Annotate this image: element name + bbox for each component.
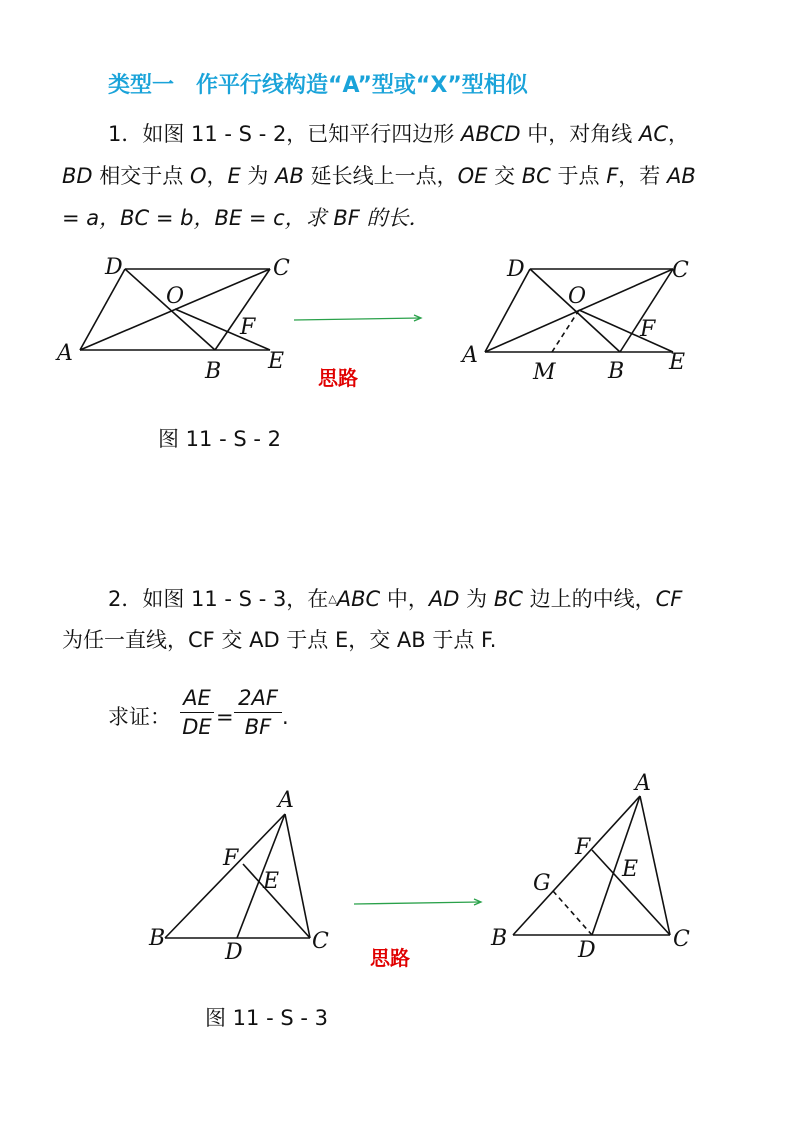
diagonal-bd bbox=[125, 269, 215, 350]
problem2-line1 bbox=[108, 589, 682, 610]
p2-text: 2．如图 11 - S - 3，在 bbox=[108, 587, 329, 611]
fraction1-numerator: AE bbox=[183, 686, 211, 710]
fraction-2af-bf bbox=[234, 686, 282, 739]
p2-text: 中， bbox=[380, 587, 429, 611]
label-d: D bbox=[507, 257, 525, 282]
figure-11-s-2-solution bbox=[460, 252, 710, 387]
label-c: C bbox=[673, 927, 690, 952]
label-m: M bbox=[533, 360, 556, 385]
triangle-symbol: △ bbox=[328, 592, 337, 605]
label-b: B bbox=[205, 359, 222, 384]
figure-11-s-2-original bbox=[55, 252, 305, 387]
period: . bbox=[282, 705, 289, 729]
segment-oe bbox=[175, 309, 270, 350]
label-f: F bbox=[640, 317, 656, 342]
equals-sign: = bbox=[216, 705, 234, 729]
label-f: F bbox=[223, 846, 239, 871]
diagonal-bd bbox=[530, 269, 620, 352]
arrow-1 bbox=[292, 312, 427, 326]
p1-text: 交 bbox=[487, 164, 522, 188]
p1-text: 1．如图 11 - S - 2，已知平行四边形 bbox=[108, 122, 461, 146]
hint-label-2: 思路 bbox=[370, 946, 410, 970]
problem1-line2 bbox=[62, 166, 696, 187]
segment-ac bbox=[285, 814, 310, 938]
label-e: E bbox=[268, 349, 285, 374]
label-d: D bbox=[225, 940, 243, 965]
label-e: E bbox=[669, 350, 686, 375]
caption-11-s-3: 图 11 - S - 3 bbox=[205, 1006, 328, 1030]
segment-oe bbox=[579, 310, 673, 352]
p1-bc: BC bbox=[521, 164, 551, 188]
p1-o: O bbox=[189, 164, 207, 188]
p2-text: 边上的中线， bbox=[522, 587, 656, 611]
label-o: O bbox=[166, 284, 185, 309]
p1-oe: OE bbox=[457, 164, 488, 188]
p1-ab2: AB bbox=[666, 164, 696, 188]
p1-text: 延长线上一点， bbox=[303, 164, 458, 188]
label-b: B bbox=[608, 359, 625, 384]
fraction1-bar bbox=[180, 712, 214, 713]
label-e: E bbox=[263, 869, 280, 894]
segment-ac bbox=[640, 796, 670, 935]
label-c: C bbox=[273, 256, 290, 281]
label-f: F bbox=[575, 835, 591, 860]
hint-label-1: 思路 bbox=[318, 366, 358, 390]
fraction-ae-de bbox=[180, 686, 214, 739]
arrow-2 bbox=[352, 896, 487, 910]
label-d: D bbox=[578, 938, 596, 963]
p1-text: ， bbox=[667, 122, 689, 146]
p2-text: 为 bbox=[459, 587, 494, 611]
fraction1-denominator: DE bbox=[182, 715, 212, 739]
label-g: G bbox=[533, 871, 551, 896]
p1-text: ， bbox=[206, 164, 228, 188]
fraction2-denominator: BF bbox=[244, 715, 272, 739]
label-b: B bbox=[149, 926, 166, 951]
fraction2-numerator: 2AF bbox=[238, 686, 278, 710]
p2-abc: ABC bbox=[336, 587, 381, 611]
prove-label: 求证： bbox=[108, 705, 171, 729]
p1-ab: AB bbox=[275, 164, 304, 188]
label-a: A bbox=[462, 343, 478, 368]
p1-text: 相交于点 bbox=[92, 164, 190, 188]
label-o: O bbox=[568, 284, 587, 309]
p1-e: E bbox=[227, 164, 241, 188]
figure-11-s-3-solution bbox=[485, 768, 700, 968]
label-d: D bbox=[105, 255, 123, 280]
p1-ac: AC bbox=[638, 122, 668, 146]
p1-text: 于点 bbox=[550, 164, 607, 188]
section-title: 类型一 作平行线构造“A”型或“X”型相似 bbox=[108, 73, 528, 98]
caption-11-s-2: 图 11 - S - 2 bbox=[158, 427, 281, 451]
label-c: C bbox=[312, 929, 329, 954]
auxiliary-gd bbox=[553, 891, 592, 935]
label-e: E bbox=[622, 857, 639, 882]
segment-ab bbox=[513, 796, 640, 935]
label-c: C bbox=[672, 258, 689, 283]
label-a: A bbox=[57, 341, 73, 366]
label-b: B bbox=[491, 926, 508, 951]
p2-ad: AD bbox=[428, 587, 460, 611]
p1-text: ，若 bbox=[618, 164, 667, 188]
label-f: F bbox=[240, 315, 256, 340]
label-a: A bbox=[278, 788, 294, 813]
p2-cf: CF bbox=[655, 587, 683, 611]
problem1-line1 bbox=[108, 124, 689, 145]
problem2-line2: 为任一直线，CF 交 AD 于点 E，交 AB 于点 F. bbox=[62, 628, 497, 652]
p2-bc: BC bbox=[493, 587, 523, 611]
segment-ad bbox=[80, 269, 125, 350]
label-a: A bbox=[635, 771, 651, 796]
p1-text: 为 bbox=[240, 164, 276, 188]
p1-text: 中，对角线 bbox=[520, 122, 639, 146]
p1-abcd: ABCD bbox=[460, 122, 521, 146]
p1-f: F bbox=[606, 164, 619, 188]
problem1-line3: = a，BC = b，BE = c，求 BF 的长． bbox=[62, 206, 430, 230]
fraction2-bar bbox=[234, 712, 282, 713]
figure-11-s-3-original bbox=[145, 785, 340, 965]
p1-bd: BD bbox=[62, 164, 93, 188]
